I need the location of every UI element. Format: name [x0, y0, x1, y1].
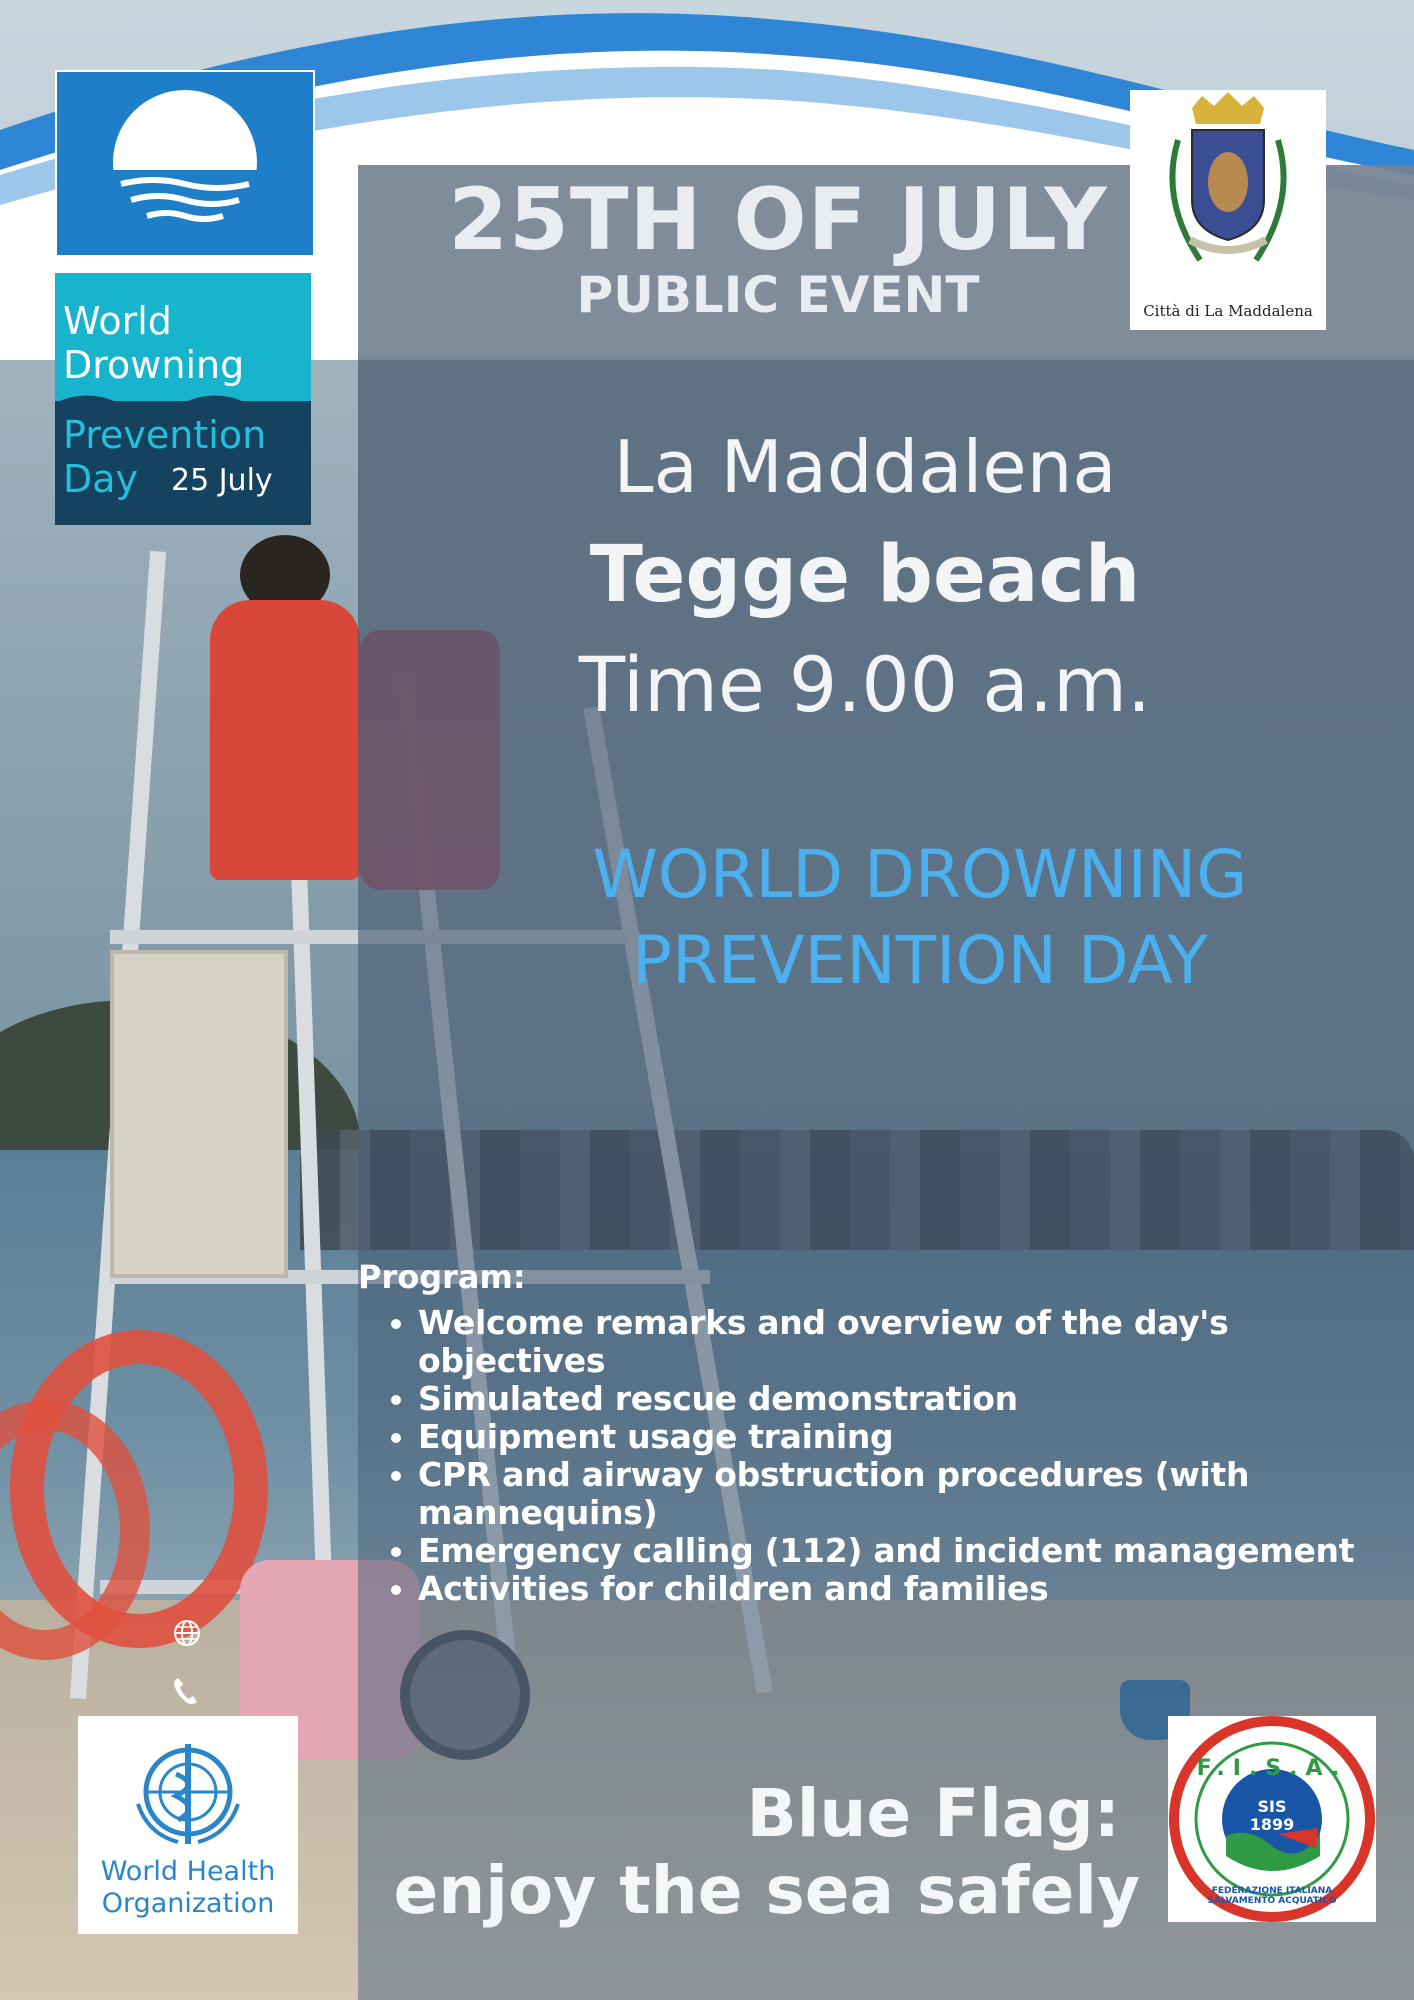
- program-item: • Emergency calling (112) and incident management: [418, 1532, 1408, 1570]
- blue-flag-icon: [57, 72, 313, 255]
- fisa-ring-text: FEDERAZIONE ITALIANA SALVAMENTO ACQUATICO: [1207, 1886, 1337, 1906]
- wdpd-logo-line: Prevention: [63, 413, 267, 457]
- event-title-line2: PREVENTION DAY: [632, 922, 1208, 999]
- globe-icon[interactable]: [172, 1618, 202, 1648]
- wdpd-logo-date: 25 July: [171, 463, 273, 498]
- crest-caption: Città di La Maddalena: [1143, 302, 1313, 320]
- crest-icon: [1130, 90, 1326, 290]
- fisa-letters: F.I.S.A.: [1196, 1756, 1348, 1781]
- event-type: PUBLIC EVENT: [576, 266, 980, 324]
- tagline-line1: Blue Flag:: [746, 1775, 1120, 1852]
- event-city: La Maddalena: [613, 425, 1117, 509]
- event-title: [520, 832, 1320, 1004]
- event-date: 25TH OF JULY: [448, 170, 1108, 270]
- program-item: • Simulated rescue demonstration: [418, 1380, 1408, 1418]
- lifeguard-figure: [210, 600, 360, 880]
- program-section: [358, 1258, 1408, 1608]
- blue-flag-logo: [55, 70, 315, 257]
- program-item: • Welcome remarks and overview of the day's objectives: [418, 1304, 1408, 1380]
- wdpd-logo: [55, 273, 311, 525]
- info-board: [110, 950, 288, 1278]
- event-title-line1: WORLD DROWNING: [592, 836, 1248, 913]
- who-caption-line: Organization: [101, 1888, 275, 1919]
- fisa-sis: [1168, 1798, 1376, 1834]
- program-heading: Program:: [358, 1258, 526, 1296]
- program-item: • Equipment usage training: [418, 1418, 1408, 1456]
- fisa-sis-label: SIS: [1257, 1797, 1287, 1816]
- program-item: • Activities for children and families: [418, 1570, 1408, 1608]
- wdpd-logo-line: Drowning: [63, 343, 245, 387]
- who-caption: [78, 1856, 298, 1920]
- event-location: Tegge beach: [589, 530, 1141, 620]
- city-crest-logo: [1130, 90, 1326, 330]
- wdpd-logo-line: World: [63, 299, 172, 343]
- who-logo: [78, 1716, 298, 1934]
- who-caption-line: World Health: [100, 1856, 276, 1887]
- fisa-year: 1899: [1249, 1815, 1295, 1834]
- wdpd-logo-line: Day: [63, 457, 139, 501]
- tagline-line2: enjoy the sea safely: [393, 1852, 1140, 1929]
- program-item: • CPR and airway obstruction procedures (with mannequins): [418, 1456, 1408, 1532]
- fisa-logo: [1168, 1716, 1376, 1922]
- program-list: [358, 1304, 1408, 1608]
- wdpd-logo-text: [63, 299, 244, 387]
- event-time: Time 9.00 a.m.: [578, 640, 1152, 729]
- who-emblem-icon: [128, 1734, 248, 1854]
- phone-icon[interactable]: [172, 1676, 198, 1706]
